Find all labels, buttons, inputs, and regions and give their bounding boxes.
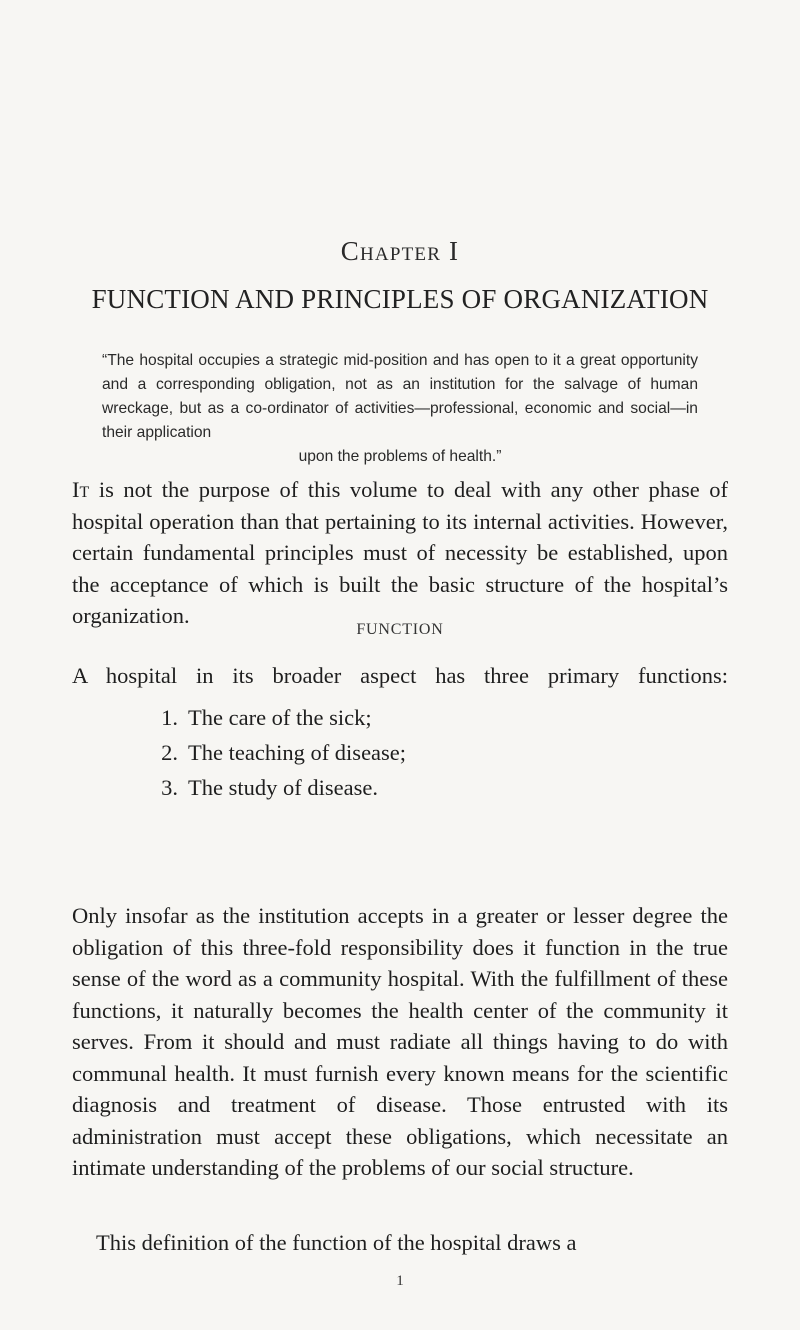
third-paragraph: This definition of the function of the hospital draws a <box>96 1230 577 1255</box>
functions-list <box>160 700 680 805</box>
chapter-title: FUNCTION AND PRINCIPLES OF ORGANIZATION <box>91 284 709 314</box>
list-item-text: The care of the sick; <box>188 705 372 730</box>
epigraph-quote <box>102 349 698 469</box>
second-paragraph: Only insofar as the institution accepts in a greater or lesser degree the obligation of this three-fold responsibility does it function in the true sense of the word as a community hospital. With the fulfillment of these functions, it naturally becomes the health center of the community it serves. From it should and must radiate all things having to do with communal health. It must furnish every known means for the scientific diagnosis and treatment of disease. Those entrusted with its administration must accept these obligations, which necessitate an intimate understanding of the problems of our social structure. <box>72 903 728 1180</box>
list-item <box>160 700 680 735</box>
page-number: 1 <box>396 1273 404 1289</box>
list-item-number: 2. <box>161 740 178 765</box>
opening-paragraph-text: is not the purpose of this volume to deal with any other phase of hospital operation than that pertaining to its internal activities. However, certain fundamental principles must of necessity be established, upon the acceptance of which is built the basic structure of the hospital’s organization. <box>72 477 728 628</box>
list-item <box>160 770 680 805</box>
list-item <box>160 735 680 770</box>
chapter-label <box>0 236 800 267</box>
chapter-number: I <box>449 236 460 266</box>
section-heading-function: FUNCTION <box>356 621 444 638</box>
epigraph-last-line: upon the problems of health.” <box>298 448 502 465</box>
list-item-text: The study of disease. <box>188 775 378 800</box>
list-item-number: 1. <box>161 705 178 730</box>
chapter-label-prefix: Chapter <box>340 236 442 266</box>
functions-intro: A hospital in its broader aspect has three primary functions: <box>72 663 728 688</box>
list-item-number: 3. <box>161 775 178 800</box>
opening-paragraph <box>72 474 728 632</box>
epigraph-main-text: “The hospital occupies a strategic mid-position and has open to it a great opportunity and a corresponding obligation, not as an institution for the salvage of human wreckage, but as a co-ordinator of activities—professional, economic and social—in their application <box>102 352 698 441</box>
opening-small-caps-word: It <box>72 477 90 502</box>
list-item-text: The teaching of disease; <box>188 740 407 765</box>
